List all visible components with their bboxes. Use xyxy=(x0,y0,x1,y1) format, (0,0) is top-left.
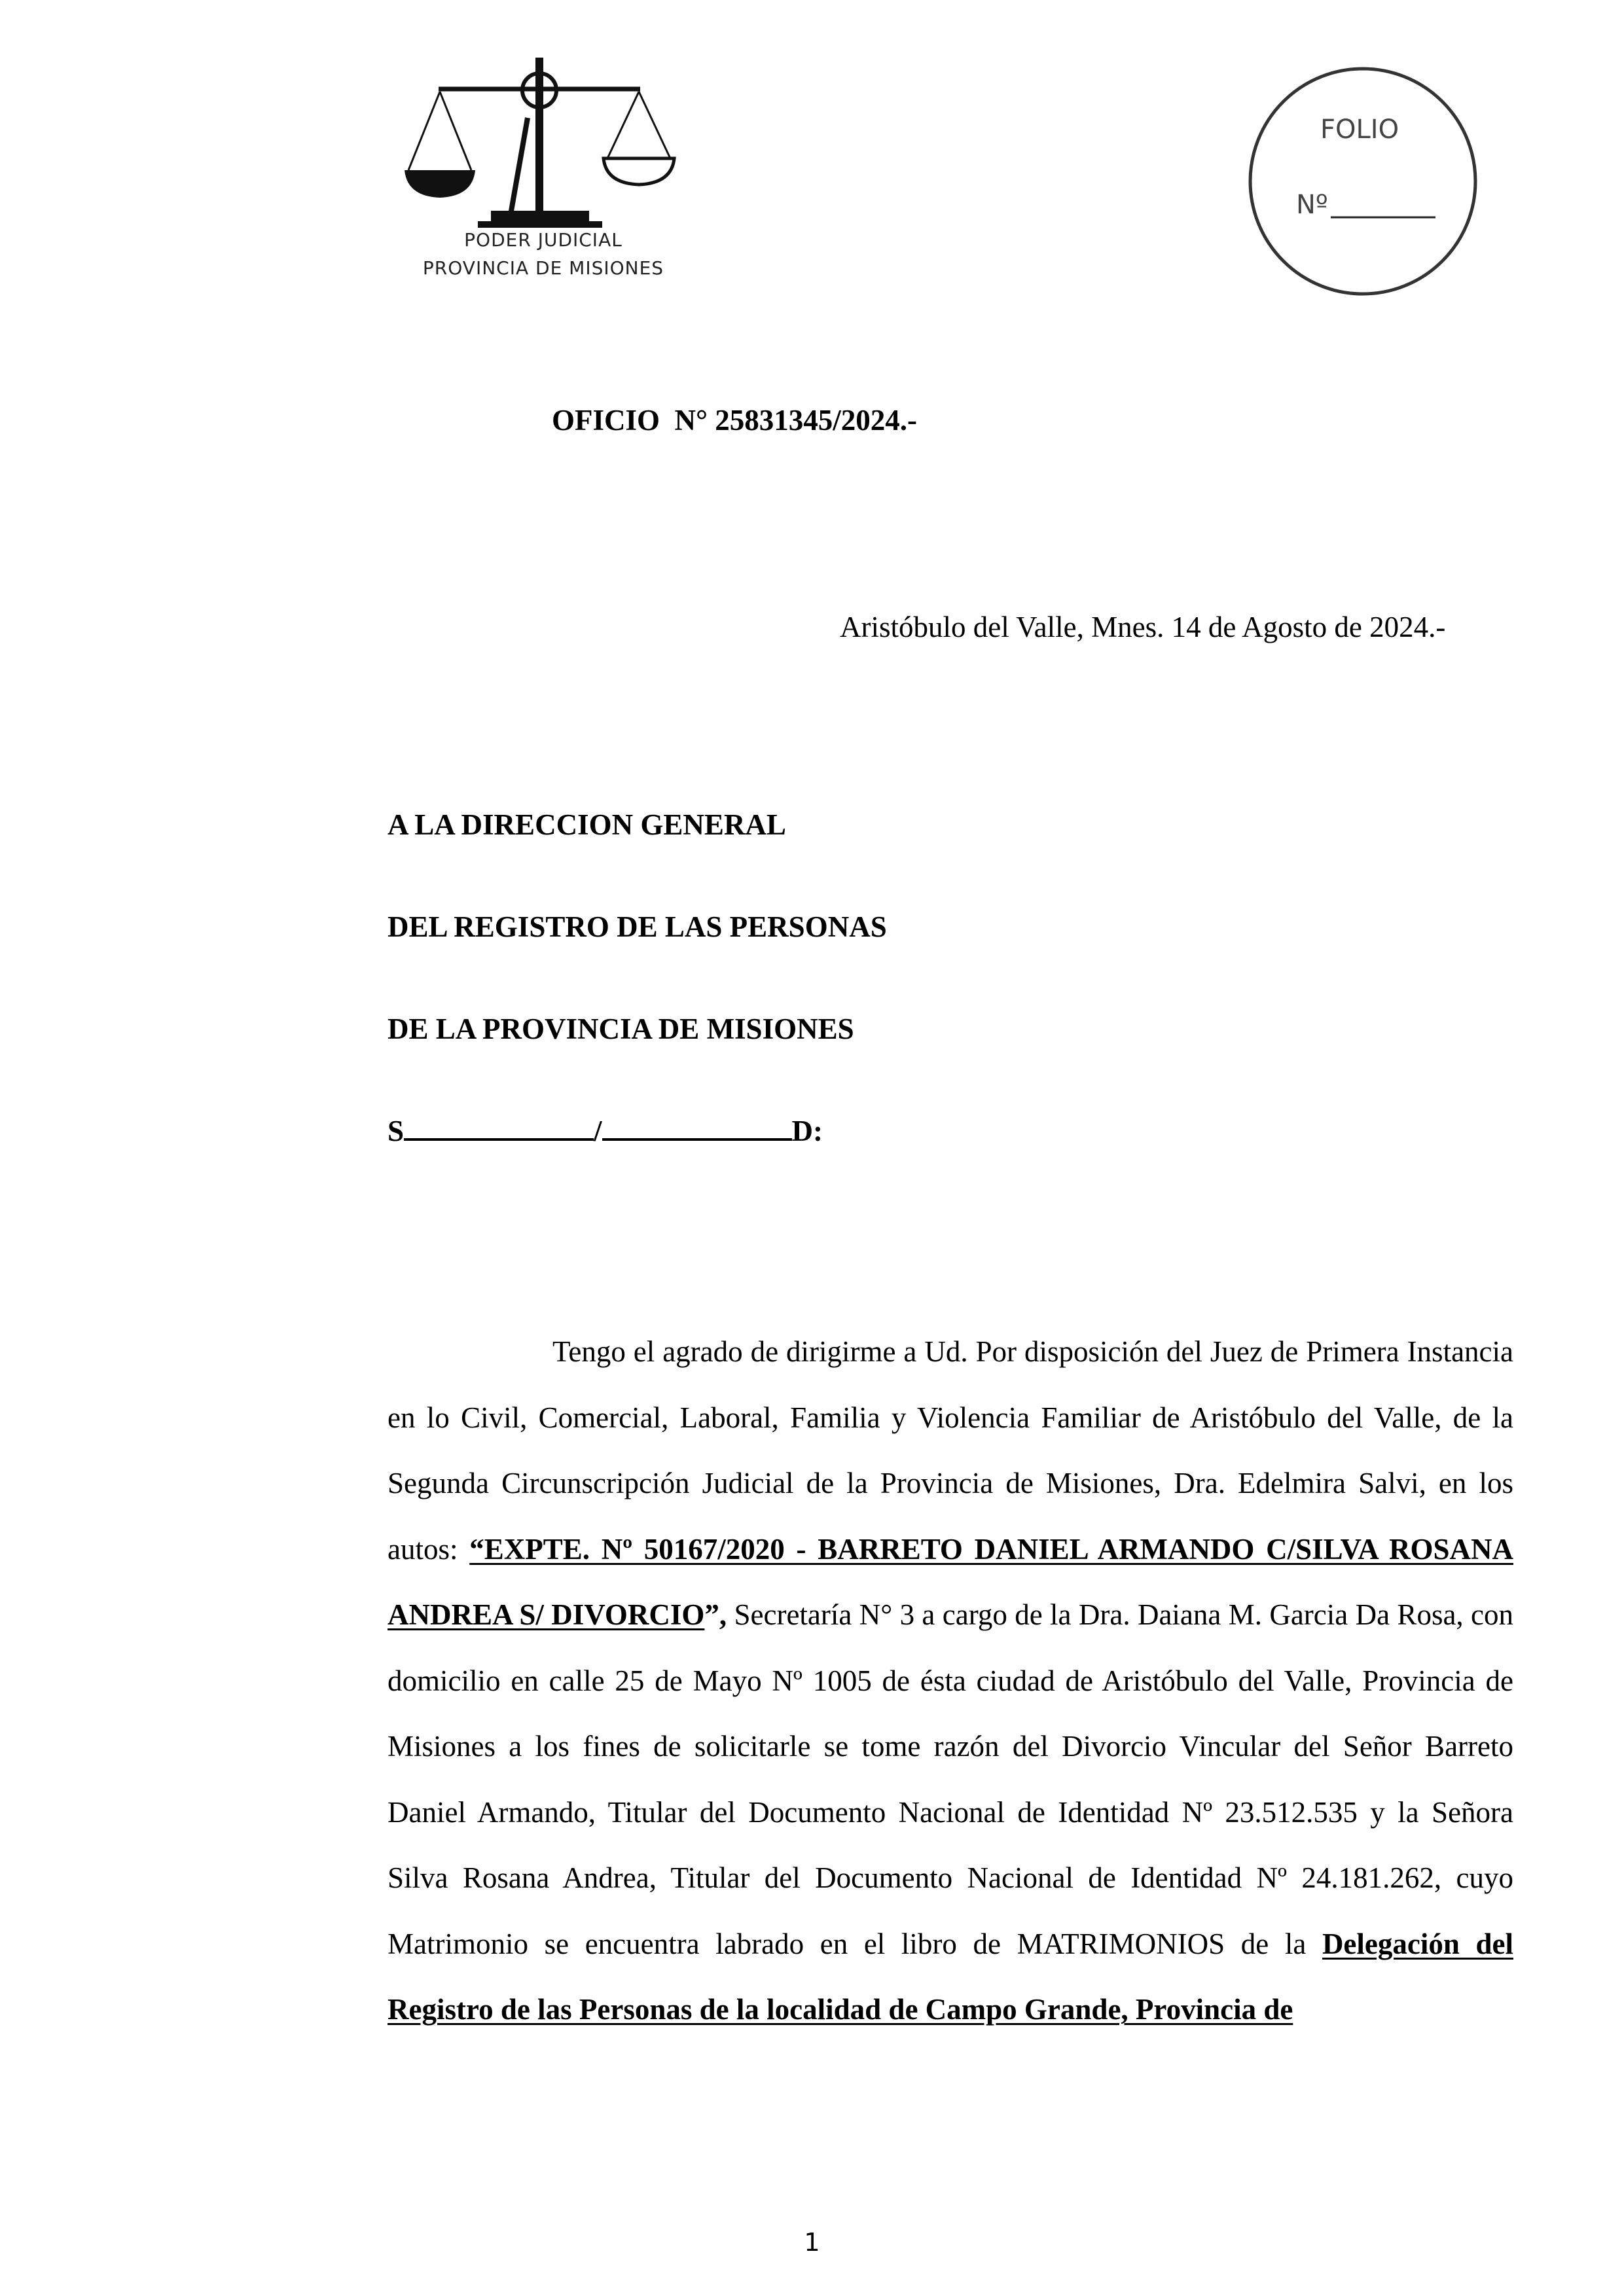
oficio-number: OFICIO N° 25831345/2024.- xyxy=(552,404,917,437)
sd-s: S xyxy=(388,1115,405,1147)
folio-circle-icon xyxy=(1247,65,1479,298)
folio-number-label: Nº xyxy=(1296,190,1328,220)
body-paragraph xyxy=(388,1319,1513,2043)
sd-d: D: xyxy=(791,1115,823,1147)
case-title: “EXPTE. Nº 50167/2020 - BARRETO DANIEL ARMANDO C/SILVA ROSANA ANDREA S/ DIVORCIO xyxy=(388,1532,1513,1631)
poder-judicial-logo xyxy=(399,39,687,295)
place-date: Aristóbulo del Valle, Mnes. 14 de Agosto de 2024.- xyxy=(840,611,1446,643)
sd-blank-1 xyxy=(404,1138,594,1141)
body-text-1: Tengo el agrado de dirigirme a Ud. Por disposición del Juez de Primera Instancia en lo Civil, Comercial, Laboral, Familia y Violencia Familiar de Aristóbulo del Valle, de la Segunda Circunscripción Judicial de la Provincia de Misiones, Dra. Edelmira Salvi, en los autos: xyxy=(388,1335,1513,1566)
folio-label: FOLIO xyxy=(1320,115,1399,145)
case-title-close: ”, xyxy=(704,1598,727,1631)
sd-slash: / xyxy=(594,1115,602,1147)
logo-line-1: PODER JUDICIAL xyxy=(464,229,623,251)
sd-line xyxy=(388,1111,823,1151)
recipient-line-3: DE LA PROVINCIA DE MISIONES xyxy=(388,1013,854,1045)
sd-blank-2 xyxy=(602,1138,792,1141)
logo-line-2: PROVINCIA DE MISIONES xyxy=(422,257,664,279)
page-number: 1 xyxy=(804,2228,820,2257)
recipient-line-2: DEL REGISTRO DE LAS PERSONAS xyxy=(388,910,887,943)
body-text-2: Secretaría N° 3 a cargo de la Dra. Daiana M. Garcia Da Rosa, con domicilio en calle 25 de Mayo Nº 1005 de ésta ciudad de Aristóbulo del Valle, Provincia de Misiones a los fines de solicitarle se tome razón del Divorcio Vincular del Señor Barreto Daniel Armando, Titular del Documento Nacional de Identidad Nº 23.512.535 y la Señora Silva Rosana Andrea, Titular del Documento Nacional de Identidad Nº 24.181.262, cuyo Matrimonio se encuentra labrado en el libro de MATRIMONIOS de la xyxy=(388,1598,1514,1960)
scales-of-justice-icon xyxy=(399,39,687,249)
delegation-text: Delegación del Registro de las Personas de la localidad de Campo Grande, Provincia de xyxy=(388,1927,1514,2026)
recipient-line-1: A LA DIRECCION GENERAL xyxy=(388,808,786,841)
folio-stamp xyxy=(1247,65,1479,298)
